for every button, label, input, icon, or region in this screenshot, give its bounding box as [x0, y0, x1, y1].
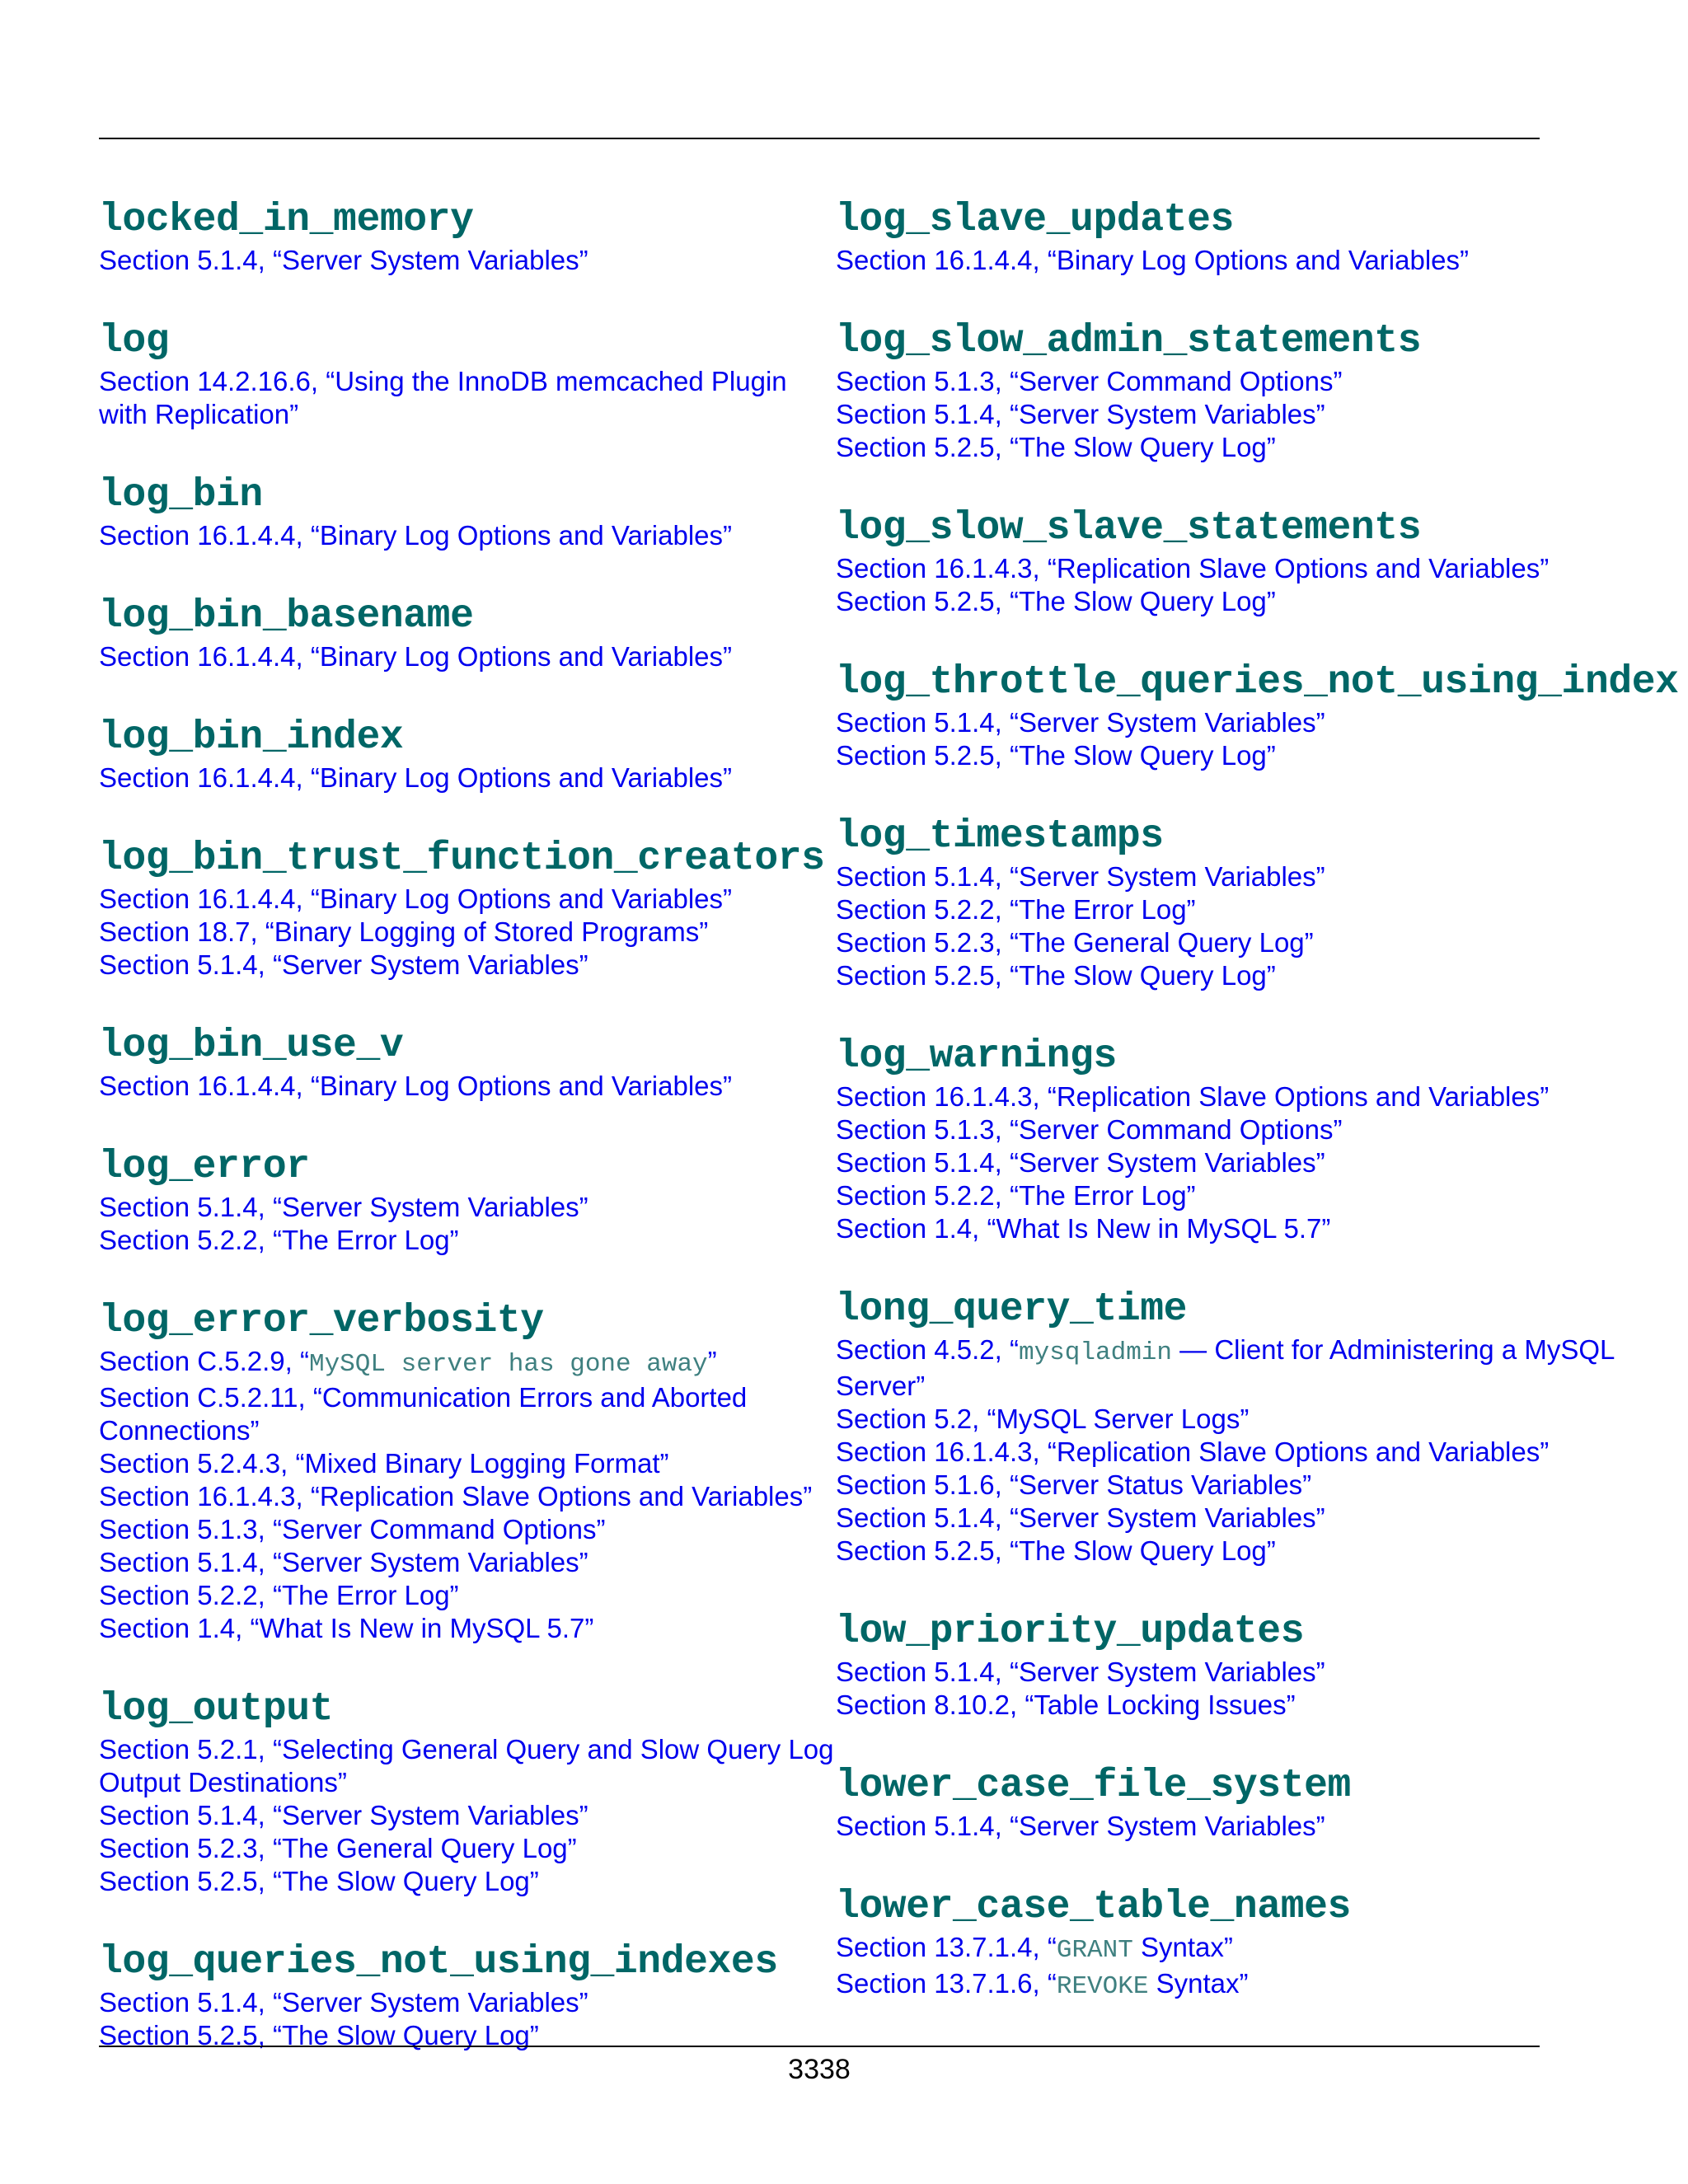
reference-code: GRANT [1056, 1936, 1133, 1965]
reference-list [99, 365, 837, 431]
index-term: log_bin_index [99, 715, 404, 760]
reference-text: Section 5.2.5, “The Slow Query Log” [836, 432, 1276, 462]
section-reference-link[interactable] [99, 365, 837, 431]
reference-text: Section 16.1.4.3, “Replication Slave Options and Variables” [99, 1481, 813, 1511]
section-reference-link[interactable] [99, 1224, 837, 1257]
section-reference-link[interactable] [99, 762, 837, 794]
reference-list [99, 1070, 837, 1103]
section-reference-link[interactable] [836, 1502, 1688, 1535]
reference-list [99, 640, 837, 673]
index-term: log_slow_admin_statements [836, 319, 1422, 363]
index-term: log_bin_basename [99, 594, 474, 639]
reference-list [836, 1656, 1688, 1722]
reference-text: Section 5.1.4, “Server System Variables” [99, 1987, 588, 2018]
reference-text: Section 5.1.4, “Server System Variables” [836, 1502, 1325, 1533]
reference-text: Section 5.1.4, “Server System Variables” [836, 399, 1325, 429]
reference-text: Section 5.1.4, “Server System Variables” [99, 1547, 588, 1577]
page-number: 3338 [788, 2054, 851, 2085]
index-entry [836, 1762, 1688, 1843]
reference-text-tail: — Client for Administering a MySQL Server” [836, 1334, 1615, 1401]
reference-list [836, 365, 1688, 464]
section-reference-link[interactable] [836, 244, 1688, 277]
section-reference-link[interactable] [836, 959, 1688, 992]
index-term: log_warnings [836, 1034, 1117, 1079]
reference-text: Section 16.1.4.3, “Replication Slave Options and Variables” [836, 1081, 1550, 1112]
section-reference-link[interactable] [99, 1733, 837, 1799]
reference-text: Section 16.1.4.3, “Replication Slave Options and Variables” [836, 1436, 1550, 1467]
reference-text: Section 5.2.5, “The Slow Query Log” [836, 1535, 1276, 1566]
reference-text: Section 8.10.2, “Table Locking Issues” [836, 1690, 1296, 1720]
index-entry [99, 1297, 837, 1645]
index-entry [99, 471, 837, 552]
reference-list [99, 519, 837, 552]
reference-text: Section 13.7.1.6, “ [836, 1968, 1057, 1999]
reference-text-tail: ” [707, 1346, 717, 1376]
section-reference-link[interactable] [99, 1447, 837, 1480]
index-entry [99, 593, 837, 673]
section-reference-link[interactable] [99, 1579, 837, 1612]
reference-list [99, 244, 837, 277]
index-entry [836, 813, 1688, 992]
index-entry [99, 1938, 837, 2052]
section-reference-link[interactable] [836, 1212, 1688, 1245]
section-reference-link[interactable] [836, 1436, 1688, 1469]
index-term: low_priority_updates [836, 1610, 1305, 1654]
reference-text: Section 5.2.5, “The Slow Query Log” [836, 740, 1276, 771]
reference-text: Section 5.1.4, “Server System Variables” [99, 245, 588, 275]
section-reference-link[interactable] [836, 739, 1688, 772]
reference-text: Section 5.2.3, “The General Query Log” [99, 1833, 577, 1863]
index-entry [99, 714, 837, 794]
section-reference-link[interactable] [836, 926, 1688, 959]
section-reference-link[interactable] [99, 949, 837, 982]
reference-text: Section 16.1.4.4, “Binary Log Options and Variables” [99, 1071, 733, 1101]
reference-text: Section 18.7, “Binary Logging of Stored Programs” [99, 916, 709, 947]
reference-list [836, 1333, 1688, 1568]
index-entry [836, 317, 1688, 464]
index-term: log [99, 319, 170, 363]
footer-rule [99, 2046, 1540, 2047]
reference-text: Section 5.2.1, “Selecting General Query and Slow Query Log Output Destinations” [99, 1734, 834, 1797]
section-reference-link[interactable] [99, 519, 837, 552]
section-reference-link[interactable] [836, 1080, 1688, 1113]
index-term: log_output [99, 1687, 334, 1732]
index-entry [836, 658, 1688, 772]
index-entry [836, 504, 1688, 618]
section-reference-link[interactable] [836, 706, 1688, 739]
index-entry [836, 1883, 1688, 2004]
section-reference-link[interactable] [836, 1656, 1688, 1689]
reference-code: MySQL server has gone away [308, 1350, 708, 1379]
index-entry [99, 835, 837, 982]
reference-text: Section 5.1.4, “Server System Variables” [836, 1657, 1325, 1687]
section-reference-link[interactable] [99, 2019, 837, 2052]
index-entry [836, 1608, 1688, 1722]
reference-text: Section 5.1.4, “Server System Variables” [836, 1811, 1325, 1841]
reference-list [99, 762, 837, 794]
section-reference-link[interactable] [836, 365, 1688, 398]
reference-list [836, 1810, 1688, 1843]
reference-text: Section 5.2.5, “The Slow Query Log” [836, 586, 1276, 616]
reference-text: Section 16.1.4.4, “Binary Log Options and Variables” [99, 883, 733, 914]
section-reference-link[interactable] [99, 1832, 837, 1865]
section-reference-link[interactable] [99, 1191, 837, 1224]
section-reference-link[interactable] [836, 860, 1688, 893]
reference-text: Section 5.2.2, “The Error Log” [836, 894, 1196, 925]
index-column-left [99, 196, 837, 2093]
index-term: log_queries_not_using_indexes [99, 1940, 778, 1985]
reference-text: Section 16.1.4.4, “Binary Log Options and Variables” [99, 762, 733, 793]
index-entry [99, 1143, 837, 1257]
index-term: log_bin_use_v [99, 1024, 404, 1068]
reference-text: Section 5.2.4.3, “Mixed Binary Logging Format” [99, 1448, 669, 1479]
section-reference-link[interactable] [836, 552, 1688, 585]
index-term: log_slow_slave_statements [836, 506, 1422, 551]
section-reference-link[interactable] [836, 1146, 1688, 1179]
section-reference-link[interactable] [99, 916, 837, 949]
reference-list [836, 552, 1688, 618]
section-reference-link[interactable] [836, 1469, 1688, 1502]
reference-text: Section 4.5.2, “ [836, 1334, 1019, 1365]
reference-text: Section 5.1.3, “Server Command Options” [836, 366, 1343, 396]
reference-text: Section 5.1.4, “Server System Variables” [99, 1800, 588, 1830]
index-entry [99, 317, 837, 431]
section-reference-link[interactable] [99, 1865, 837, 1898]
section-reference-link[interactable] [99, 1799, 837, 1832]
section-reference-link[interactable] [99, 1345, 837, 1381]
reference-text: Section 5.1.3, “Server Command Options” [99, 1514, 606, 1544]
section-reference-link[interactable] [836, 1689, 1688, 1722]
index-entry [99, 1022, 837, 1103]
reference-text: Section 5.1.4, “Server System Variables” [99, 949, 588, 980]
header-rule [99, 138, 1540, 139]
index-term: lower_case_file_system [836, 1764, 1351, 1808]
reference-text: Section 5.1.4, “Server System Variables” [836, 707, 1325, 738]
reference-text: Section 5.2.2, “The Error Log” [836, 1180, 1196, 1211]
section-reference-link[interactable] [99, 1546, 837, 1579]
reference-text: Section 16.1.4.3, “Replication Slave Options and Variables” [836, 553, 1550, 583]
reference-text: Section 5.2.5, “The Slow Query Log” [836, 960, 1276, 991]
reference-text-tail: Syntax” [1132, 1932, 1233, 1962]
index-term: long_query_time [836, 1287, 1188, 1332]
section-reference-link[interactable] [836, 893, 1688, 926]
reference-text: Section 5.1.3, “Server Command Options” [836, 1114, 1343, 1145]
reference-text: Section 5.2.5, “The Slow Query Log” [99, 1866, 539, 1896]
reference-text: Section 5.2.3, “The General Query Log” [836, 927, 1314, 958]
section-reference-link[interactable] [99, 1986, 837, 2019]
index-entry [836, 196, 1688, 277]
reference-text: Section 16.1.4.4, “Binary Log Options and Variables” [836, 245, 1470, 275]
section-reference-link[interactable] [836, 1967, 1688, 2004]
section-reference-link[interactable] [836, 1403, 1688, 1436]
section-reference-link[interactable] [836, 1931, 1688, 1967]
index-term: log_timestamps [836, 814, 1164, 859]
section-reference-link[interactable] [99, 1612, 837, 1645]
reference-text: Section 1.4, “What Is New in MySQL 5.7” [836, 1213, 1331, 1244]
reference-list [836, 244, 1688, 277]
reference-text: Section 1.4, “What Is New in MySQL 5.7” [99, 1613, 594, 1643]
section-reference-link[interactable] [99, 883, 837, 916]
index-entry [836, 1286, 1688, 1568]
index-term: log_bin_trust_function_creators [99, 837, 825, 881]
index-term: lower_case_table_names [836, 1885, 1351, 1929]
reference-text-tail: Syntax” [1148, 1968, 1249, 1999]
section-reference-link[interactable] [99, 1070, 837, 1103]
section-reference-link[interactable] [99, 1381, 837, 1447]
index-column-right [836, 196, 1688, 2044]
section-reference-link[interactable] [836, 1810, 1688, 1843]
reference-list [99, 883, 837, 982]
section-reference-link[interactable] [836, 431, 1688, 464]
reference-text: Section 5.1.4, “Server System Variables” [836, 861, 1325, 892]
section-reference-link[interactable] [836, 1179, 1688, 1212]
index-term: log_error [99, 1145, 310, 1189]
index-entry [99, 1685, 837, 1898]
section-reference-link[interactable] [836, 585, 1688, 618]
index-term: log_error_verbosity [99, 1299, 544, 1343]
reference-text: Section 5.2.2, “The Error Log” [99, 1225, 459, 1255]
section-reference-link[interactable] [836, 1535, 1688, 1568]
section-reference-link[interactable] [836, 1113, 1688, 1146]
section-reference-link[interactable] [99, 640, 837, 673]
index-term: log_bin [99, 473, 263, 518]
reference-text: Section 16.1.4.4, “Binary Log Options and Variables” [99, 520, 733, 551]
index-entry [99, 196, 837, 277]
reference-code: REVOKE [1056, 1972, 1149, 2001]
reference-text: Section C.5.2.9, “ [99, 1346, 309, 1376]
index-term: log_slave_updates [836, 198, 1234, 242]
reference-list [836, 706, 1688, 772]
reference-text: Section 16.1.4.4, “Binary Log Options and Variables” [99, 641, 733, 672]
reference-text: Section 5.2, “MySQL Server Logs” [836, 1404, 1250, 1434]
reference-list [836, 1080, 1688, 1245]
index-term: log_throttle_queries_not_using_index [836, 660, 1679, 705]
reference-list [99, 1733, 837, 1898]
index-term: locked_in_memory [99, 198, 474, 242]
reference-text: Section 5.1.4, “Server System Variables” [836, 1147, 1325, 1178]
reference-text: Section 13.7.1.4, “ [836, 1932, 1057, 1962]
reference-text: Section 5.1.6, “Server Status Variables” [836, 1469, 1312, 1500]
reference-text: Section 5.2.2, “The Error Log” [99, 1580, 459, 1610]
section-reference-link[interactable] [99, 1480, 837, 1513]
reference-list [836, 860, 1688, 992]
reference-text: Section 5.2.5, “The Slow Query Log” [99, 2020, 539, 2050]
section-reference-link[interactable] [99, 1513, 837, 1546]
section-reference-link[interactable] [836, 1333, 1688, 1403]
reference-list [836, 1931, 1688, 2004]
reference-list [99, 1191, 837, 1257]
section-reference-link[interactable] [99, 244, 837, 277]
index-entry [836, 1033, 1688, 1245]
reference-text: Section 14.2.16.6, “Using the InnoDB memcached Plugin with Replication” [99, 366, 787, 429]
reference-list [99, 1345, 837, 1645]
reference-code: mysqladmin [1018, 1338, 1172, 1367]
reference-text: Section C.5.2.11, “Communication Errors and Aborted Connections” [99, 1382, 748, 1446]
section-reference-link[interactable] [836, 398, 1688, 431]
reference-text: Section 5.1.4, “Server System Variables” [99, 1192, 588, 1222]
reference-list [99, 1986, 837, 2052]
